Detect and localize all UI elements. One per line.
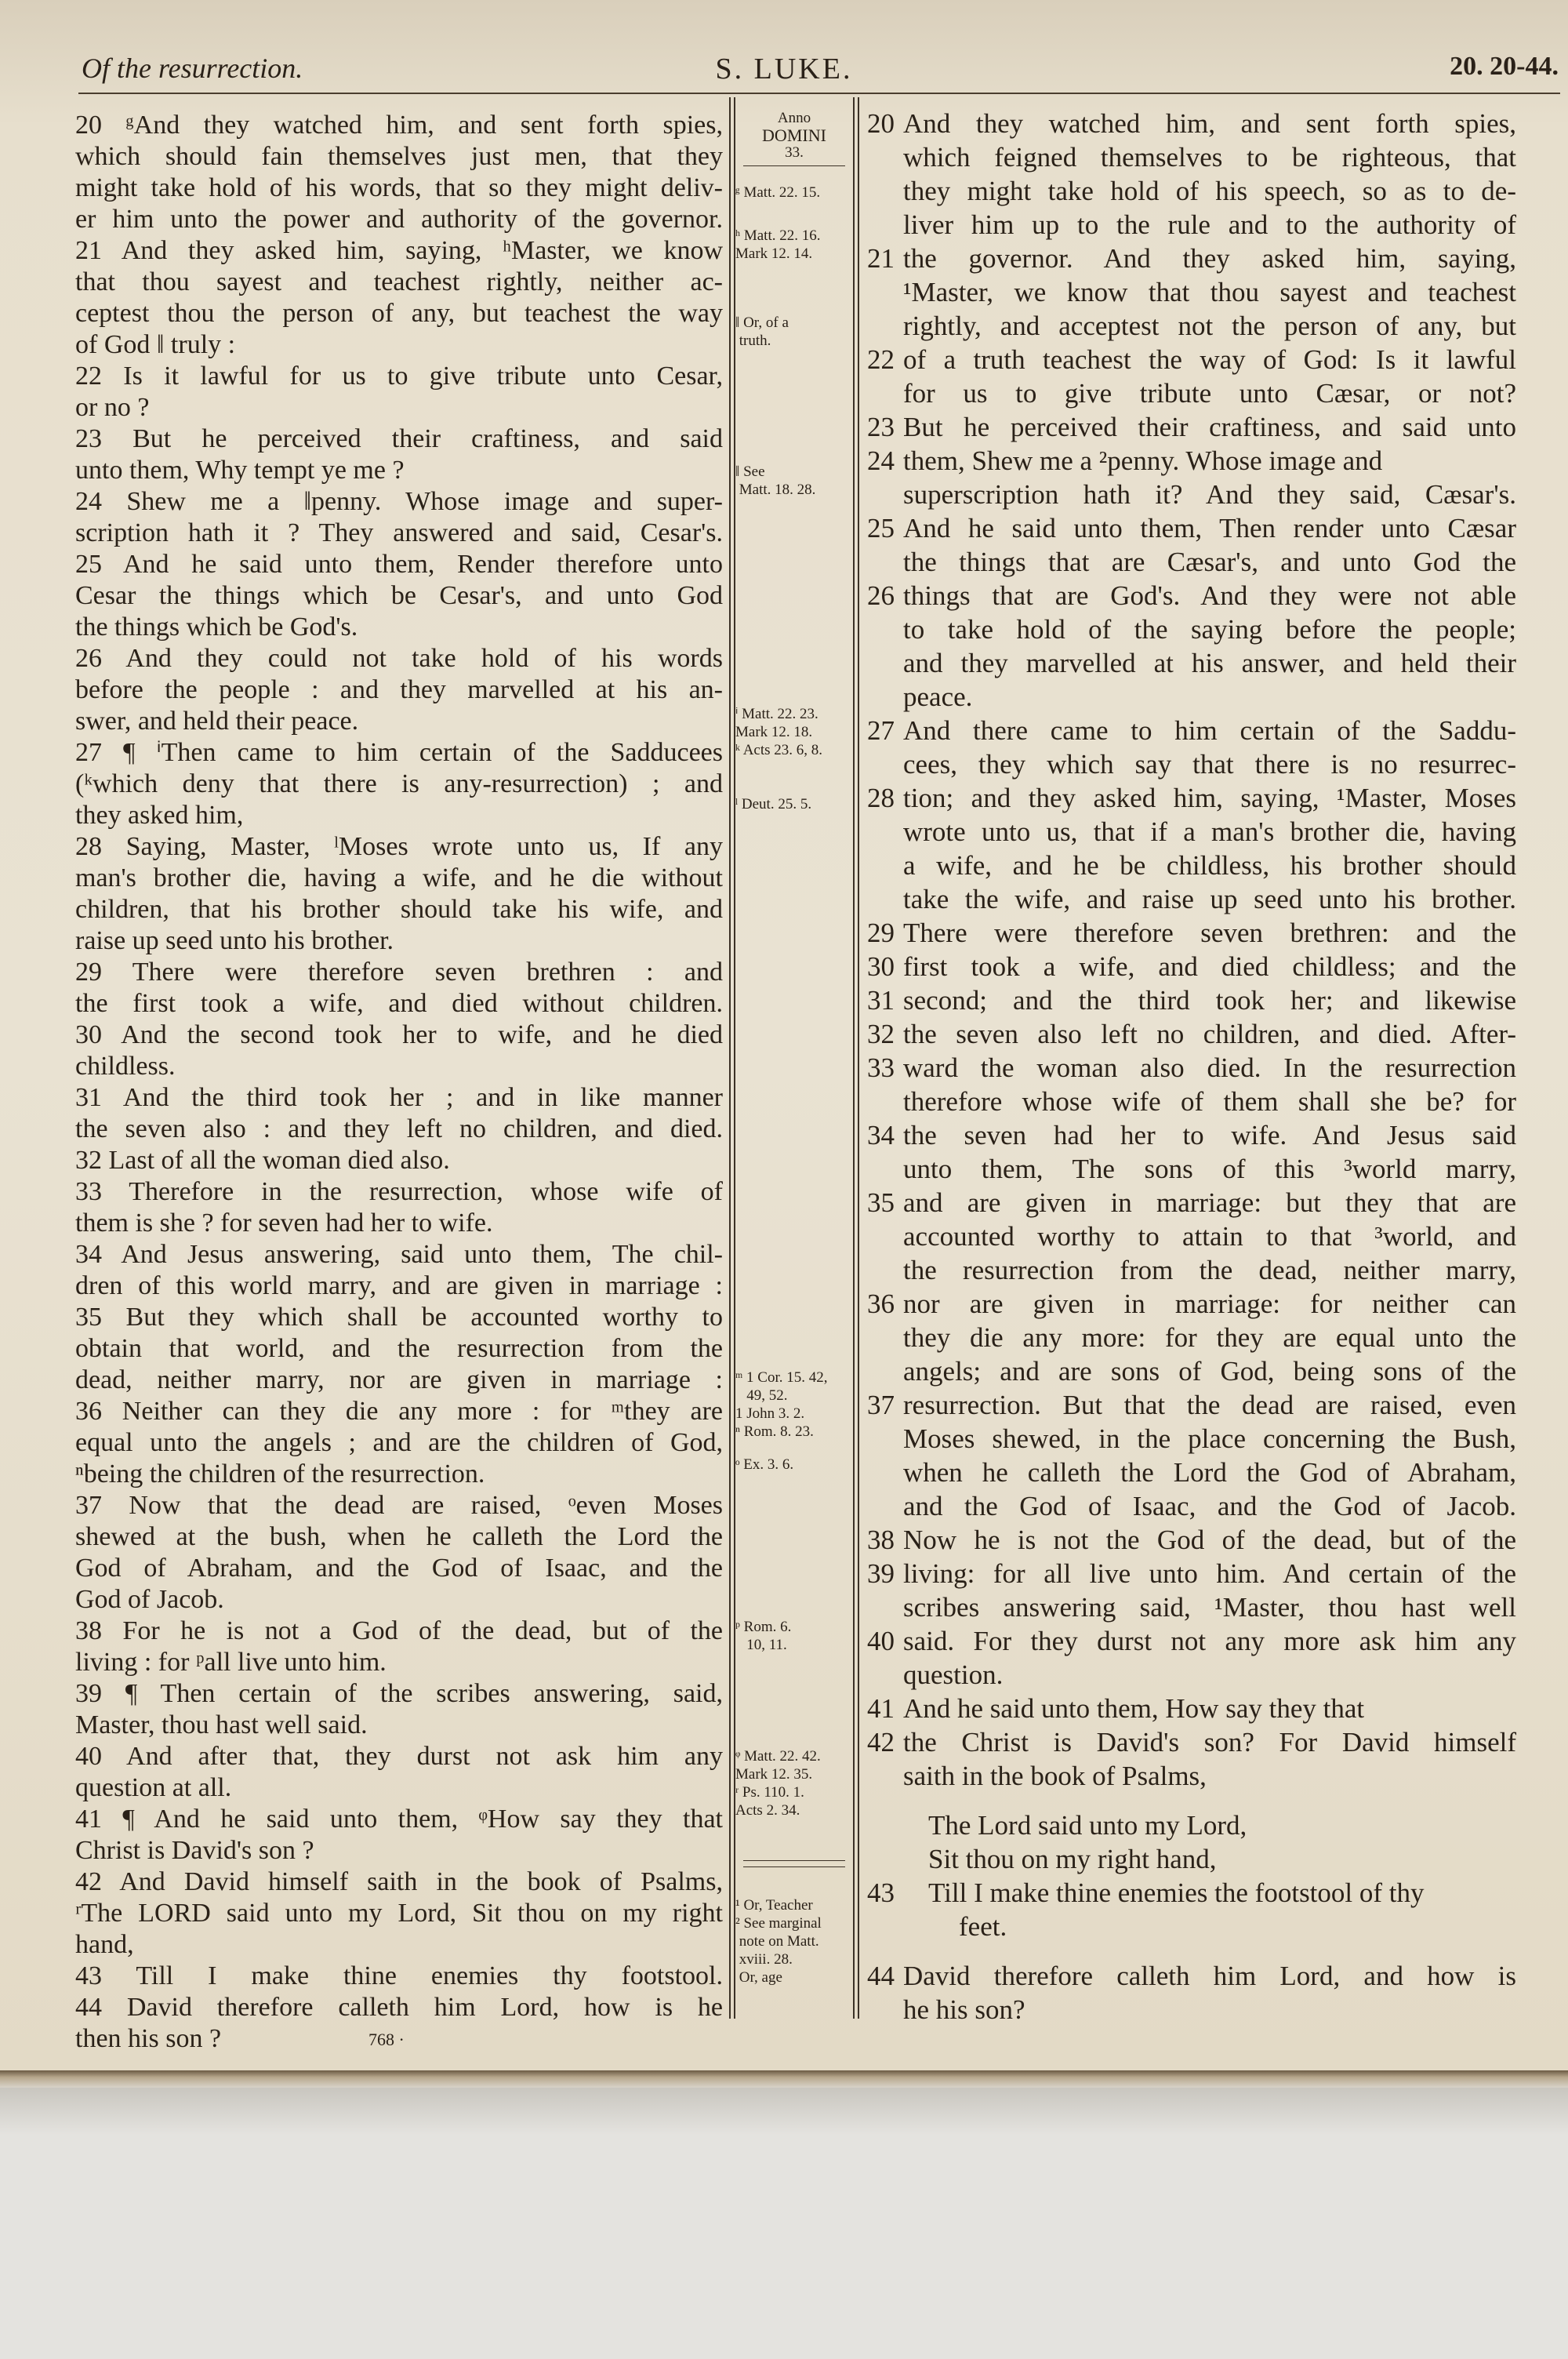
verse-text: accounted worthy to attain to that ³world, and bbox=[903, 1221, 1516, 1252]
verse-text: Moses shewed, in the place concerning the Bush, bbox=[903, 1423, 1516, 1454]
verse-line: 25 And he said unto them, Render therefore unto bbox=[75, 550, 723, 579]
verse-line bbox=[869, 646, 1516, 680]
verse-number: 43 bbox=[867, 1877, 895, 1908]
verse-line bbox=[869, 781, 1516, 815]
verse-line bbox=[869, 1321, 1516, 1354]
anno-label: Anno bbox=[777, 110, 811, 126]
verse-line: 22 Is it lawful for us to give tribute unto Cesar, bbox=[75, 362, 723, 391]
verse-line: 32 Last of all the woman died also. bbox=[75, 1146, 450, 1175]
verse-line bbox=[869, 1993, 1516, 2026]
cross-reference-note: ¹ Or, Teacher ² See marginal note on Matt. xviii. 28. Or, age bbox=[735, 1897, 822, 1986]
verse-number: 22 bbox=[867, 344, 895, 375]
verse-text: The Lord said unto my Lord, bbox=[928, 1810, 1247, 1841]
authorized-version-column bbox=[75, 110, 723, 2055]
verse-text: superscription hath it? And they said, Cæsar's. bbox=[903, 479, 1516, 510]
verse-text: liver him up to the rule and to the authority of bbox=[903, 209, 1516, 240]
verse-text: ward the woman also died. In the resurrection bbox=[903, 1052, 1516, 1083]
verse-line bbox=[869, 882, 1516, 916]
margin-divider bbox=[743, 165, 845, 166]
verse-line bbox=[869, 444, 1516, 478]
verse-number: 28 bbox=[867, 783, 895, 813]
running-head-title: S. LUKE. bbox=[715, 53, 853, 85]
table-surface bbox=[0, 2088, 1568, 2135]
verse-line: the first took a wife, and died without children. bbox=[75, 989, 723, 1018]
verse-line: living : for ᵖall live unto him. bbox=[75, 1648, 387, 1677]
verse-line bbox=[869, 1959, 1516, 1993]
verse-number: 26 bbox=[867, 580, 895, 611]
page-number: 768 · bbox=[368, 2030, 405, 2049]
verse-line bbox=[869, 1422, 1516, 1456]
header-rule bbox=[78, 93, 1560, 94]
verse-line: obtain that world, and the resurrection from the bbox=[75, 1334, 723, 1363]
verse-line: 36 Neither can they die any more : for ᵐthey are bbox=[75, 1397, 723, 1426]
verse-line: 35 But they which shall be accounted worthy to bbox=[75, 1303, 723, 1332]
cross-reference-note: ᵠ Matt. 22. 42. Mark 12. 35. ʳ Ps. 110. 1. Acts 2. 34. bbox=[735, 1748, 821, 1819]
verse-text: the governor. And they asked him, saying, bbox=[903, 243, 1516, 274]
verse-text: nor are given in marriage: for neither can bbox=[903, 1289, 1516, 1319]
verse-number: 40 bbox=[867, 1626, 895, 1656]
verse-line: shewed at the bush, when he calleth the Lord the bbox=[75, 1522, 723, 1551]
page-edge bbox=[0, 2070, 1568, 2088]
verse-line: ʳThe LORD said unto my Lord, Sit thou on my right bbox=[75, 1899, 723, 1928]
verse-line bbox=[869, 511, 1516, 545]
verse-text: Sit thou on my right hand, bbox=[928, 1844, 1217, 1874]
verse-line bbox=[869, 1808, 1516, 1842]
domini-label: DOMINI bbox=[762, 125, 826, 145]
verse-number: 37 bbox=[867, 1390, 895, 1420]
verse-line bbox=[869, 376, 1516, 410]
verse-line bbox=[869, 275, 1516, 309]
verse-line bbox=[869, 1943, 1516, 1959]
verse-text: wrote unto us, that if a man's brother die, having bbox=[903, 816, 1516, 847]
verse-line: 27 ¶ ⁱThen came to him certain of the Sadducees bbox=[75, 738, 723, 767]
verse-line bbox=[869, 1624, 1516, 1658]
verse-line bbox=[869, 1354, 1516, 1388]
verse-line: Master, thou hast well said. bbox=[75, 1710, 368, 1739]
verse-number: 25 bbox=[867, 513, 895, 543]
verse-line: 44 David therefore calleth him Lord, how is he bbox=[75, 1993, 723, 2022]
verse-line: (ᵏwhich deny that there is any-resurrection) ; and bbox=[75, 769, 723, 798]
verse-line bbox=[869, 1085, 1516, 1118]
verse-text: David therefore calleth him Lord, and how is bbox=[903, 1961, 1516, 1991]
verse-number: 30 bbox=[867, 951, 895, 982]
verse-text: Now he is not the God of the dead, but of the bbox=[903, 1525, 1516, 1555]
verse-line bbox=[869, 1523, 1516, 1557]
verse-line bbox=[869, 107, 1516, 140]
verse-line bbox=[869, 478, 1516, 511]
verse-text: And there came to him certain of the Saddu- bbox=[903, 715, 1516, 746]
verse-text: and are given in marriage: but they that are bbox=[903, 1187, 1516, 1218]
verse-line: dead, neither marry, nor are given in marriage : bbox=[75, 1365, 723, 1394]
verse-line bbox=[869, 343, 1516, 376]
margin-divider bbox=[743, 1860, 845, 1861]
verse-line: 33 Therefore in the resurrection, whose wife of bbox=[75, 1177, 723, 1206]
verse-line: 37 Now that the dead are raised, ᵒeven Moses bbox=[75, 1491, 723, 1520]
verse-number: 32 bbox=[867, 1019, 895, 1049]
verse-line: they asked him, bbox=[75, 801, 244, 830]
verse-line bbox=[869, 174, 1516, 208]
cross-reference-note: ᵒ Ex. 3. 6. bbox=[735, 1456, 794, 1474]
cross-reference-note: ᵖ Rom. 6. 10, 11. bbox=[735, 1619, 792, 1654]
cross-reference-note: ⁱ Matt. 22. 23. Mark 12. 18. ᵏ Acts 23. 6, 8. bbox=[735, 706, 823, 759]
verse-text: angels; and are sons of God, being sons of the bbox=[903, 1356, 1516, 1387]
margin-rule bbox=[729, 97, 731, 2019]
cross-reference-note: ᵐ 1 Cor. 15. 42, 49, 52. 1 John 3. 2. ⁿ Rom. 8. 23. bbox=[735, 1369, 828, 1440]
verse-text: first took a wife, and died childless; and the bbox=[903, 951, 1516, 982]
verse-line bbox=[869, 916, 1516, 950]
verse-line bbox=[869, 983, 1516, 1017]
verse-line: 29 There were therefore seven brethren : and bbox=[75, 958, 723, 987]
verse-number: 24 bbox=[867, 445, 895, 476]
verse-line: Christ is David's son ? bbox=[75, 1836, 314, 1865]
verse-text: But he perceived their craftiness, and said unto bbox=[903, 412, 1516, 442]
verse-text: ¹Master, we know that thou sayest and teachest bbox=[903, 277, 1516, 307]
verse-line: 43 Till I make thine enemies thy footstool. bbox=[75, 1961, 723, 1990]
margin-rule bbox=[853, 97, 855, 2019]
anno-domini bbox=[735, 110, 853, 162]
verse-line: swer, and held their peace. bbox=[75, 707, 359, 736]
verse-line bbox=[869, 208, 1516, 242]
verse-line bbox=[869, 1456, 1516, 1489]
margin-divider bbox=[743, 1866, 845, 1867]
verse-line bbox=[869, 1287, 1516, 1321]
verse-line bbox=[869, 1793, 1516, 1808]
verse-line bbox=[869, 1152, 1516, 1186]
verse-line bbox=[869, 1118, 1516, 1152]
verse-line: 40 And after that, they durst not ask him any bbox=[75, 1742, 723, 1771]
verse-line: God of Abraham, and the God of Isaac, and the bbox=[75, 1554, 723, 1583]
verse-line: man's brother die, having a wife, and he die without bbox=[75, 863, 723, 892]
verse-line: children, that his brother should take his wife, and bbox=[75, 895, 723, 924]
verse-text: peace. bbox=[903, 682, 973, 712]
verse-line: er him unto the power and authority of the governor. bbox=[75, 205, 723, 234]
verse-text: to take hold of the saying before the people; bbox=[903, 614, 1516, 645]
verse-line bbox=[869, 1725, 1516, 1759]
verse-line: 26 And they could not take hold of his words bbox=[75, 644, 723, 673]
verse-line bbox=[869, 1017, 1516, 1051]
verse-line bbox=[869, 1658, 1516, 1692]
verse-text: question. bbox=[903, 1659, 1004, 1690]
verse-line bbox=[869, 1590, 1516, 1624]
verse-line bbox=[869, 1557, 1516, 1590]
verse-line: 34 And Jesus answering, said unto them, The chil- bbox=[75, 1240, 723, 1269]
cross-reference-note: ˡ Deut. 25. 5. bbox=[735, 796, 812, 813]
revised-version-column bbox=[869, 107, 1516, 2026]
verse-text: them, Shew me a ²penny. Whose image and bbox=[903, 445, 1383, 476]
verse-text: saith in the book of Psalms, bbox=[903, 1761, 1207, 1791]
verse-line: childless. bbox=[75, 1052, 176, 1081]
verse-line: Cesar the things which be Cesar's, and unto God bbox=[75, 581, 723, 610]
verse-line: scription hath it ? They answered and said, Cesar's. bbox=[75, 518, 723, 547]
verse-text: living: for all live unto him. And certain of the bbox=[903, 1558, 1516, 1589]
verse-line: that thou sayest and teachest rightly, neither ac- bbox=[75, 267, 723, 296]
verse-line: them is she ? for seven had her to wife. bbox=[75, 1209, 493, 1238]
verse-line bbox=[869, 1253, 1516, 1287]
verse-text: therefore whose wife of them shall she be? for bbox=[903, 1086, 1516, 1117]
verse-number: 31 bbox=[867, 985, 895, 1016]
verse-line bbox=[869, 309, 1516, 343]
verse-line bbox=[869, 410, 1516, 444]
verse-text: and the God of Isaac, and the God of Jacob. bbox=[903, 1491, 1516, 1521]
verse-line: 23 But he perceived their craftiness, and said bbox=[75, 424, 723, 453]
verse-line bbox=[869, 1692, 1516, 1725]
verse-line bbox=[869, 680, 1516, 714]
verse-line bbox=[869, 1842, 1516, 1876]
verse-line: hand, bbox=[75, 1930, 134, 1959]
verse-text: second; and the third took her; and likewise bbox=[903, 985, 1516, 1016]
verse-text: they die any more: for they are equal unto the bbox=[903, 1322, 1516, 1353]
verse-text: tion; and they asked him, saying, ¹Master, Moses bbox=[903, 783, 1516, 813]
verse-line: the things which be God's. bbox=[75, 612, 358, 642]
verse-number: 21 bbox=[867, 243, 895, 274]
verse-line: 30 And the second took her to wife, and he died bbox=[75, 1020, 723, 1049]
verse-line bbox=[869, 714, 1516, 747]
verse-text: the resurrection from the dead, neither marry, bbox=[903, 1255, 1516, 1285]
verse-line: might take hold of his words, that so they might deliv- bbox=[75, 173, 723, 202]
verse-text: unto them, The sons of this ³world marry, bbox=[903, 1154, 1516, 1184]
verse-text: take the wife, and raise up seed unto his brother. bbox=[903, 884, 1516, 914]
verse-number: 20 bbox=[867, 108, 895, 139]
verse-text: Till I make thine enemies the footstool of thy bbox=[928, 1877, 1425, 1908]
verse-number: 34 bbox=[867, 1120, 895, 1150]
verse-line bbox=[869, 242, 1516, 275]
verse-line: of God ‖ truly : bbox=[75, 330, 236, 359]
verse-line bbox=[869, 140, 1516, 174]
verse-number: 29 bbox=[867, 918, 895, 948]
verse-line: 28 Saying, Master, ˡMoses wrote unto us, If any bbox=[75, 832, 723, 861]
verse-text: scribes answering said, ¹Master, thou hast well bbox=[903, 1592, 1516, 1623]
verse-line bbox=[869, 579, 1516, 612]
verse-line bbox=[869, 950, 1516, 983]
verse-line: or no ? bbox=[75, 393, 150, 422]
verse-line: 41 ¶ And he said unto them, ᵠHow say they that bbox=[75, 1805, 723, 1834]
verse-line bbox=[869, 1910, 1516, 1943]
verse-number: 38 bbox=[867, 1525, 895, 1555]
verse-line bbox=[869, 1388, 1516, 1422]
verse-text: And they watched him, and sent forth spies, bbox=[903, 108, 1516, 139]
verse-number: 36 bbox=[867, 1289, 895, 1319]
verse-number: 44 bbox=[867, 1961, 895, 1991]
running-head-left: Of the resurrection. bbox=[82, 53, 303, 84]
verse-number: 27 bbox=[867, 715, 895, 746]
verse-text: the seven had her to wife. And Jesus said bbox=[903, 1120, 1516, 1150]
verse-number: 23 bbox=[867, 412, 895, 442]
verse-line: raise up seed unto his brother. bbox=[75, 926, 394, 955]
verse-line: 38 For he is not a God of the dead, but of the bbox=[75, 1616, 723, 1645]
verse-line: then his son ? bbox=[75, 2024, 222, 2053]
year-label: 33. bbox=[785, 144, 804, 161]
verse-line: equal unto the angels ; and are the children of God, bbox=[75, 1428, 723, 1457]
verse-line bbox=[869, 545, 1516, 579]
verse-line bbox=[869, 1489, 1516, 1523]
verse-line bbox=[869, 612, 1516, 646]
verse-text: the things that are Cæsar's, and unto God the bbox=[903, 547, 1516, 577]
verse-line: 39 ¶ Then certain of the scribes answering, said, bbox=[75, 1679, 723, 1708]
verse-line: 20 ᵍAnd they watched him, and sent forth spies, bbox=[75, 111, 723, 140]
margin-rule bbox=[858, 97, 859, 2019]
verse-text: a wife, and he be childless, his brother should bbox=[903, 850, 1516, 881]
verse-line bbox=[869, 1876, 1516, 1910]
running-head-reference: 20. 20-44. bbox=[1450, 52, 1559, 81]
verse-text: they might take hold of his speech, so as to de- bbox=[903, 176, 1516, 206]
verse-line bbox=[869, 747, 1516, 781]
verse-line bbox=[869, 849, 1516, 882]
verse-text: and they marvelled at his answer, and held their bbox=[903, 648, 1516, 678]
verse-number: 41 bbox=[867, 1693, 895, 1724]
verse-text: of a truth teachest the way of God: Is it lawful bbox=[903, 344, 1516, 375]
verse-text: when he calleth the Lord the God of Abraham, bbox=[903, 1457, 1516, 1488]
verse-text: feet. bbox=[959, 1911, 1007, 1942]
verse-line: question at all. bbox=[75, 1773, 232, 1802]
verse-line: before the people : and they marvelled at his an- bbox=[75, 675, 723, 704]
verse-text: cees, they which say that there is no resurrec- bbox=[903, 749, 1516, 780]
verse-text: And he said unto them, How say they that bbox=[903, 1693, 1365, 1724]
verse-line: dren of this world marry, and are given in marriage : bbox=[75, 1271, 723, 1300]
verse-text: the seven also left no children, and died. After- bbox=[903, 1019, 1516, 1049]
verse-line: the seven also : and they left no children, and died. bbox=[75, 1114, 723, 1143]
verse-number: 39 bbox=[867, 1558, 895, 1589]
verse-text: for us to give tribute unto Cæsar, or not? bbox=[903, 378, 1516, 409]
verse-line bbox=[869, 1759, 1516, 1793]
verse-line: God of Jacob. bbox=[75, 1585, 224, 1614]
verse-line bbox=[869, 1219, 1516, 1253]
verse-text: the Christ is David's son? For David himself bbox=[903, 1727, 1516, 1757]
verse-text: things that are God's. And they were not able bbox=[903, 580, 1516, 611]
verse-line: which should fain themselves just men, that they bbox=[75, 142, 723, 171]
verse-text: rightly, and acceptest not the person of any, but bbox=[903, 311, 1516, 341]
verse-number: 42 bbox=[867, 1727, 895, 1757]
verse-line bbox=[869, 815, 1516, 849]
verse-text: And he said unto them, Then render unto Cæsar bbox=[903, 513, 1516, 543]
cross-reference-note: ‖ See Matt. 18. 28. bbox=[735, 463, 816, 499]
cross-reference-note: ᵍ Matt. 22. 15. bbox=[735, 184, 821, 201]
verse-text: which feigned themselves to be righteous, that bbox=[903, 142, 1516, 173]
verse-line: unto them, Why tempt ye me ? bbox=[75, 456, 405, 485]
verse-line: 42 And David himself saith in the book of Psalms, bbox=[75, 1867, 723, 1896]
cross-reference-note: ʰ Matt. 22. 16. Mark 12. 14. bbox=[735, 227, 821, 263]
verse-line: 24 Shew me a ‖penny. Whose image and super- bbox=[75, 487, 723, 516]
verse-line: ceptest thou the person of any, but teachest the way bbox=[75, 299, 723, 328]
verse-text: he his son? bbox=[903, 1994, 1025, 2025]
verse-line bbox=[869, 1186, 1516, 1219]
verse-text: There were therefore seven brethren: and the bbox=[903, 918, 1516, 948]
verse-text: resurrection. But that the dead are raised, even bbox=[903, 1390, 1516, 1420]
margin-rule bbox=[734, 97, 735, 2019]
verse-text: said. For they durst not any more ask him any bbox=[903, 1626, 1516, 1656]
verse-number: 35 bbox=[867, 1187, 895, 1218]
verse-line bbox=[869, 1051, 1516, 1085]
verse-line: 31 And the third took her ; and in like manner bbox=[75, 1083, 723, 1112]
verse-line: ⁿbeing the children of the resurrection. bbox=[75, 1459, 485, 1488]
verse-number: 33 bbox=[867, 1052, 895, 1083]
verse-line: 21 And they asked him, saying, ʰMaster, we know bbox=[75, 236, 723, 265]
cross-reference-note: ‖ Or, of a truth. bbox=[735, 314, 789, 350]
